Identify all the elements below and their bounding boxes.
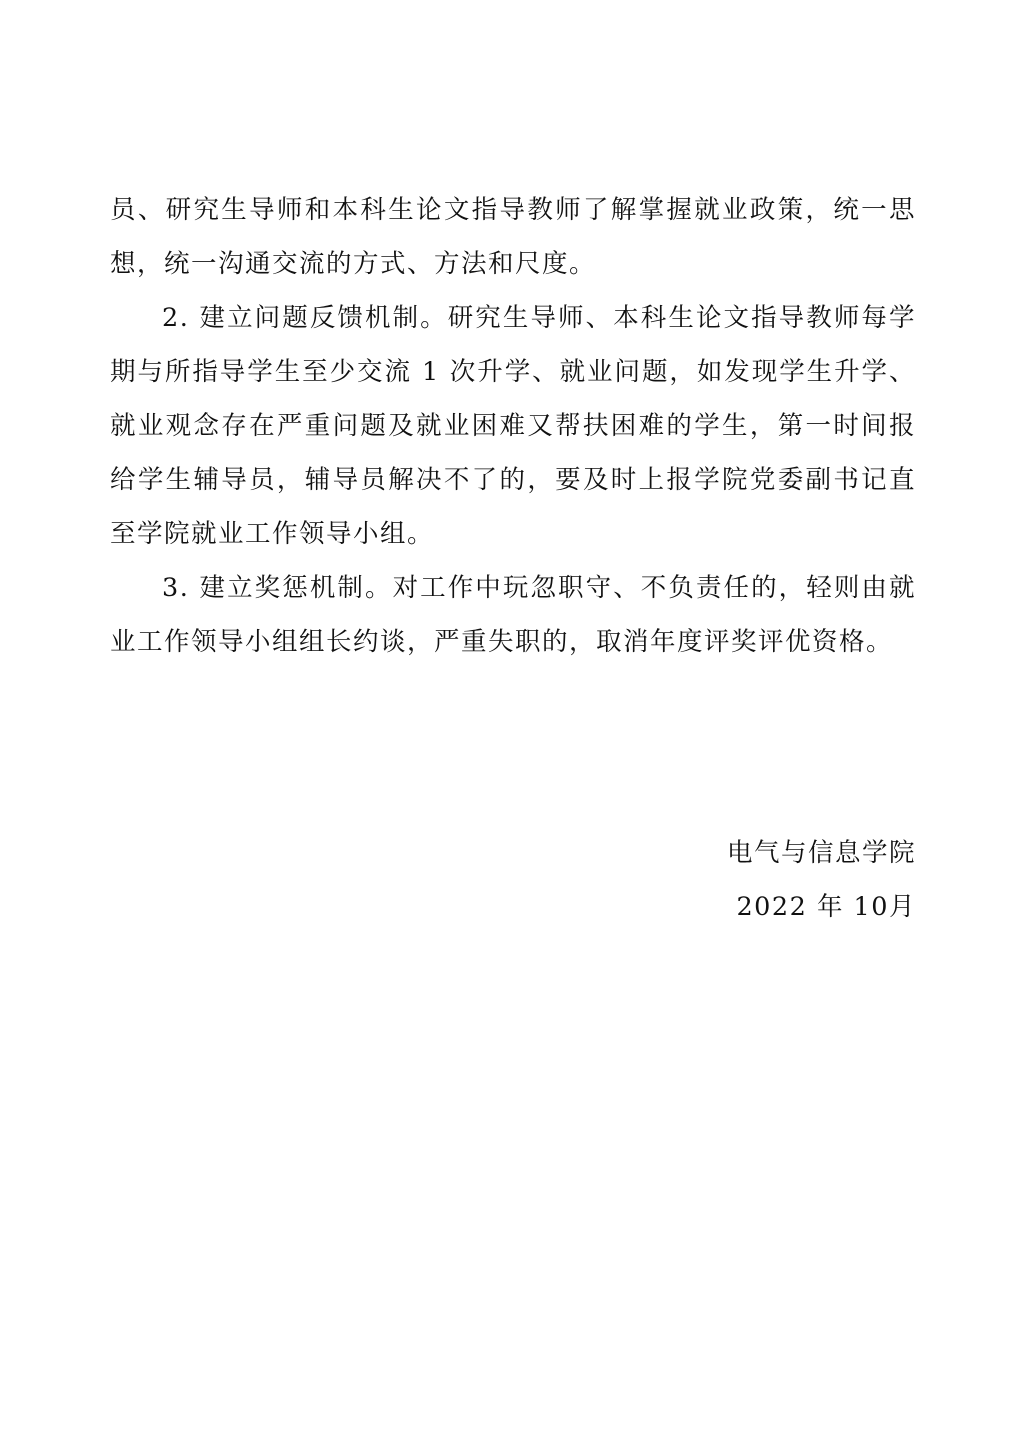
signature-block (727, 826, 916, 934)
paragraph-reward-punishment: 3. 建立奖惩机制。对工作中玩忽职守、不负责任的，轻则由就业工作领导小组组长约谈，严重失职的，取消年度评奖评优资格。 (110, 573, 916, 657)
document-body (110, 183, 916, 669)
paragraph-feedback-mechanism: 2. 建立问题反馈机制。研究生导师、本科生论文指导教师每学期与所指导学生至少交流 1 次升学、就业问题，如发现学生升学、就业观念存在严重问题及就业困难又帮扶困难的学生，第一时间报给学生辅导员，辅导员解决不了的，要及时上报学院党委副书记直至学院就业工作领导小组。 (110, 303, 916, 549)
signature-organization: 电气与信息学院 (726, 838, 916, 868)
paragraph-continuation: 员、研究生导师和本科生论文指导教师了解掌握就业政策，统一思想，统一沟通交流的方式、方法和尺度。 (110, 195, 916, 279)
signature-date: 2022 年 10月 (736, 892, 916, 922)
